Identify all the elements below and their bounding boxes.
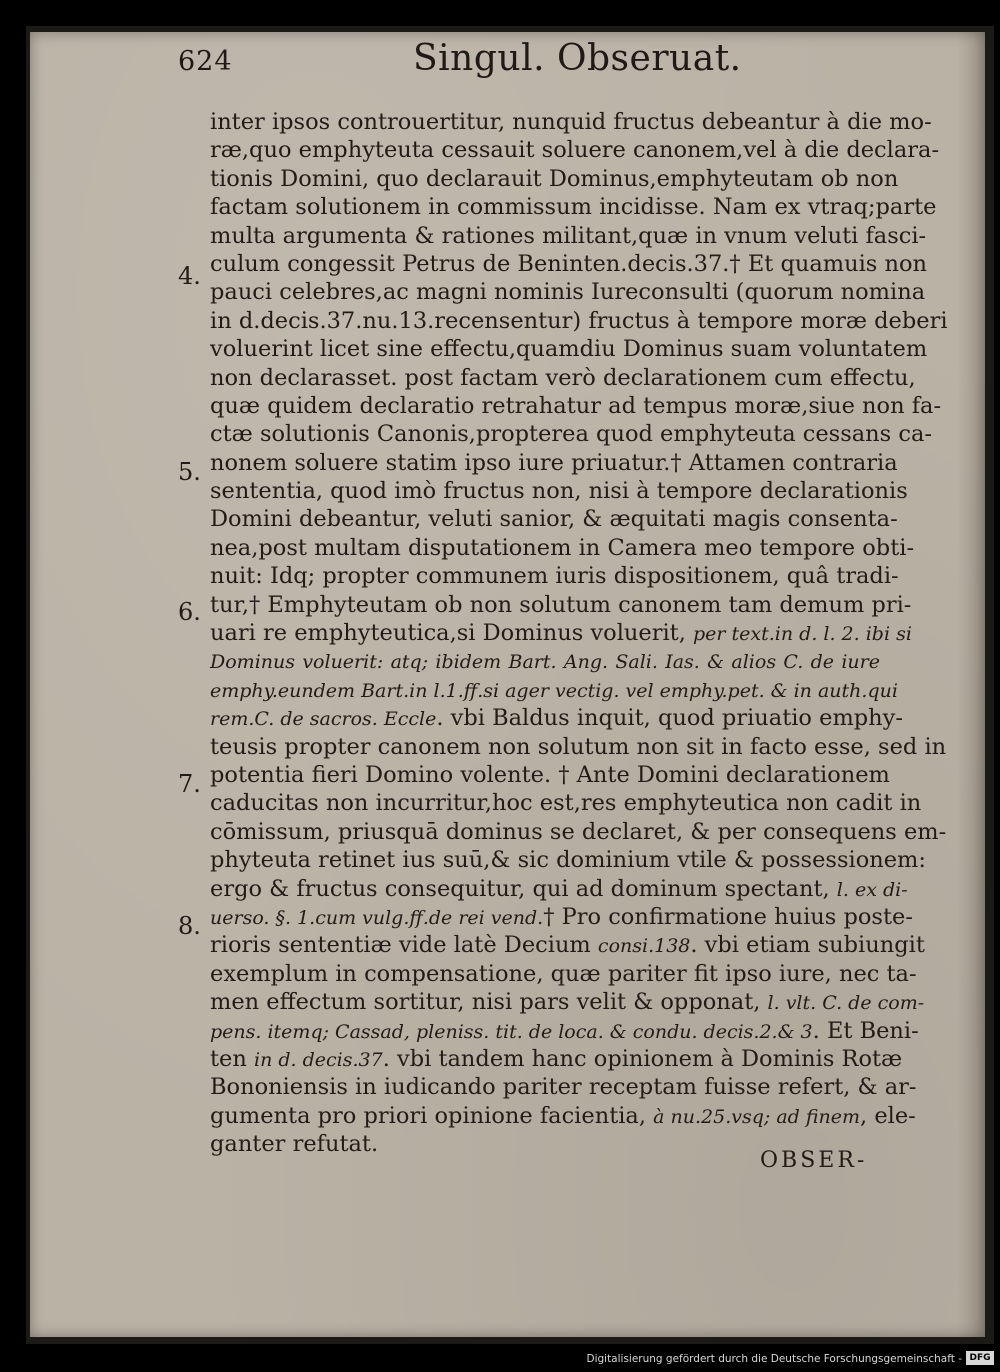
- running-head: Singul. Obseruat.: [413, 38, 742, 79]
- line-text: men effectum sortitur, nisi pars velit & opponat,: [210, 989, 768, 1016]
- line-text: ergo & fructus consequitur, qui ad dominum spectant,: [210, 875, 837, 902]
- citation-text: rem.C. de sacros. Eccle: [210, 708, 437, 731]
- line-text: multa argumenta & rationes militant,quæ in vnum veluti fasci-: [210, 222, 927, 249]
- margin-number: 8.: [178, 912, 201, 940]
- line-text: ganter refutat.: [210, 1131, 379, 1158]
- text-line: [210, 1073, 917, 1101]
- dfg-logo: DFG: [966, 1351, 994, 1365]
- margin-number: 7.: [178, 770, 201, 798]
- line-text: non declarasset. post factam verò declarationem cum effectu,: [210, 364, 916, 391]
- text-line: [210, 278, 926, 306]
- text-line: [210, 647, 880, 675]
- citation-text: l. vlt. C. de com-: [767, 992, 925, 1015]
- line-text: . vbi tandem hanc opinionem à Dominis Rotæ: [382, 1045, 903, 1072]
- citation-text: uerso. §. 1.cum vulg.ff.de rei vend.: [210, 906, 544, 929]
- line-text: nuit: Idq; propter communem iuris dispositionem, quâ tradi-: [210, 563, 899, 590]
- text-line: [210, 1102, 916, 1130]
- text-line: [210, 676, 898, 704]
- line-text: , ele-: [860, 1102, 916, 1129]
- citation-text: Dominus voluerit: atq; ibidem Bart. Ang. Sali. Ias. & alios C. de iure: [210, 651, 880, 674]
- line-text: . vbi etiam subiungit: [690, 932, 925, 959]
- citation-text: emphy.eundem Bart.in l.1.ff.si ager vectig. vel emphy.pet. & in auth.qui: [210, 679, 898, 702]
- text-line: [210, 165, 899, 193]
- line-text: sententia, quod imò fructus non, nisi à tempore declarationis: [210, 478, 908, 505]
- text-line: [210, 988, 925, 1016]
- citation-text: consi.138: [597, 935, 691, 958]
- text-line: [210, 392, 942, 420]
- line-text: ræ,quo emphyteuta cessauit soluere canonem,vel à die declara-: [210, 137, 940, 164]
- line-text: nea,post multam disputationem in Camera meo tempore obti-: [210, 534, 915, 561]
- text-line: [210, 960, 917, 988]
- margin-number: 6.: [178, 598, 201, 626]
- text-line: [210, 562, 899, 590]
- body-text: [210, 108, 948, 1158]
- page-header: [178, 38, 878, 98]
- page-edge-shadow: [957, 32, 985, 1337]
- text-line: [210, 307, 948, 335]
- line-text: tur,† Emphyteutam ob non solutum canonem tam demum pri-: [210, 591, 912, 618]
- line-text: . vbi Baldus inquit, quod priuatio emphy-: [436, 705, 903, 732]
- text-line: [210, 591, 912, 619]
- line-text: phyteuta retinet ius suū,& sic dominium vtile & possessionem:: [210, 847, 926, 874]
- text-line: [210, 903, 913, 931]
- line-text: rioris sententiæ vide latè Decium: [210, 932, 598, 959]
- text-line: [210, 420, 932, 448]
- margin-number: 5.: [178, 458, 201, 486]
- line-text: voluerint licet sine effectu,quamdiu Dominus suam voluntatem: [210, 336, 928, 363]
- text-line: [210, 250, 928, 278]
- line-text: Bononiensis in iudicando pariter receptam fuisse refert, & ar-: [210, 1074, 917, 1101]
- text-line: [210, 875, 908, 903]
- line-text: quæ quidem declaratio retrahatur ad tempus moræ,siue non fa-: [210, 392, 942, 419]
- text-line: [210, 449, 898, 477]
- page-number: 624: [178, 46, 233, 77]
- line-text: ten: [210, 1045, 255, 1072]
- line-text: ctæ solutionis Canonis,propterea quod emphyteuta cessans ca-: [210, 421, 932, 448]
- citation-text: per text.in d. l. 2. ibi si: [693, 623, 912, 646]
- text-line: [210, 846, 926, 874]
- text-line: [210, 222, 927, 250]
- line-text: tionis Domini, quo declarauit Dominus,emphyteutam ob non: [210, 165, 899, 192]
- text-line: [210, 108, 932, 136]
- citation-text: pens. itemq; Cassad, pleniss. tit. de loca. & condu. decis.2.& 3: [210, 1020, 813, 1043]
- margin-number: 4.: [178, 262, 201, 290]
- text-line: [210, 193, 937, 221]
- line-text: cōmissum, priusquā dominus se declaret, & per consequens em-: [210, 818, 947, 845]
- line-text: caducitas non incurritur,hoc est,res emphyteutica non cadit in: [210, 790, 922, 817]
- line-text: † Pro confirmatione huius poste-: [543, 903, 913, 930]
- citation-text: in d. decis.37: [254, 1048, 383, 1071]
- text-line: [210, 505, 898, 533]
- catchword: OBSER-: [760, 1148, 868, 1173]
- line-text: gumenta pro priori opinione facientia,: [210, 1102, 654, 1129]
- citation-text: l. ex di-: [836, 878, 908, 901]
- text-line: [210, 704, 903, 732]
- line-text: nonem soluere statim ipso iure priuatur.† Attamen contraria: [210, 449, 898, 476]
- line-text: potentia fieri Domino volente. † Ante Domini declarationem: [210, 761, 890, 788]
- text-line: [210, 761, 890, 789]
- text-line: [210, 619, 912, 647]
- line-text: uari re emphyteutica,si Dominus voluerit,: [210, 620, 693, 647]
- funding-credit: Digitalisierung gefördert durch die Deutsche Forschungsgemeinschaft -: [586, 1353, 962, 1365]
- line-text: inter ipsos controuertitur, nunquid fructus debeantur à die mo-: [210, 109, 932, 135]
- text-line: [210, 818, 947, 846]
- text-line: [210, 477, 908, 505]
- line-text: pauci celebres,ac magni nominis Iureconsulti (quorum nomina: [210, 279, 926, 306]
- text-line: [210, 1017, 919, 1045]
- line-text: factam solutionem in commissum incidisse. Nam ex vtraq;parte: [210, 194, 937, 221]
- line-text: . Et Beni-: [812, 1017, 919, 1044]
- text-line: [210, 789, 922, 817]
- line-text: teusis propter canonem non solutum non sit in facto esse, sed in: [210, 733, 947, 760]
- line-text: in d.decis.37.nu.13.recensentur) fructus à tempore moræ deberi: [210, 307, 948, 334]
- line-text: culum congessit Petrus de Beninten.decis.37.† Et quamuis non: [210, 250, 928, 277]
- text-line: [210, 335, 928, 363]
- text-line: [210, 733, 947, 761]
- text-line: [210, 534, 915, 562]
- digitization-footer: [0, 1344, 1000, 1372]
- text-line: [210, 364, 916, 392]
- text-line: [210, 931, 925, 959]
- line-text: exemplum in compensatione, quæ pariter fit ipso iure, nec ta-: [210, 960, 917, 987]
- citation-text: à nu.25.vsq; ad finem: [653, 1105, 861, 1128]
- text-line: [210, 136, 940, 164]
- line-text: Domini debeantur, veluti sanior, & æquitati magis consenta-: [210, 506, 898, 533]
- text-line: [210, 1045, 903, 1073]
